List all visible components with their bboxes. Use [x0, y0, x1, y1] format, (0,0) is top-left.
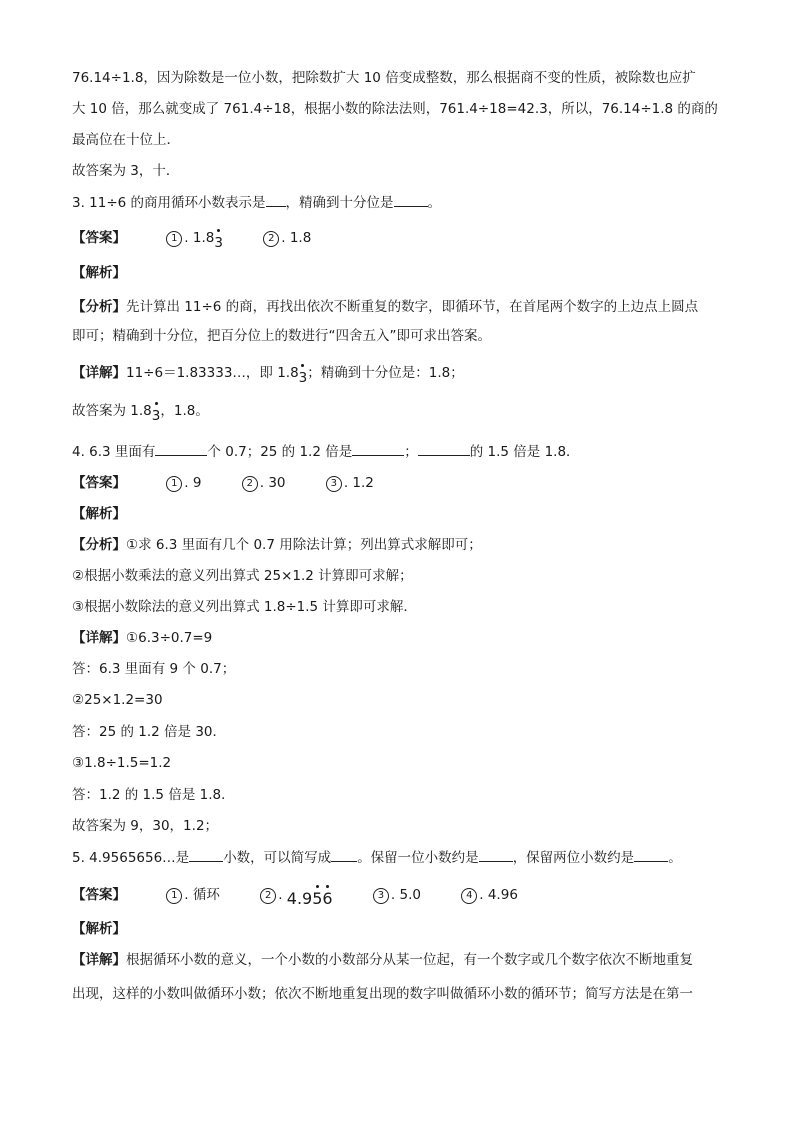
- detail-text: 11÷6＝1.83333…，即 1.8: [126, 365, 299, 381]
- question-text: 3. 11÷6 的商用循环小数表示是: [72, 195, 266, 211]
- detail-line: [72, 951, 693, 969]
- text-line: 76.14÷1.8，因为除数是一位小数，把除数扩大 10 倍变成整数，那么根据商不变的性质，被除数也应扩: [72, 70, 696, 86]
- repeating-digit: 3: [214, 234, 223, 252]
- question-text: 5. 4.9565656…是: [72, 850, 190, 866]
- detail-tag: 【详解】: [72, 365, 126, 381]
- analysis-line: ②根据小数乘法的意义列出算式 25×1.2 计算即可求解；: [72, 568, 413, 584]
- answer-value: . 30: [259, 475, 286, 491]
- analysis-heading: 【解析】: [72, 265, 126, 281]
- detail-line: ②25×1.2=30: [72, 692, 163, 708]
- question-text: ；: [404, 444, 418, 460]
- analysis-line: 即可；精确到十分位，把百分位上的数进行“四舍五入”即可求出答案。: [72, 328, 491, 344]
- circled-number: 2: [260, 888, 276, 904]
- answer-blank: [479, 848, 513, 862]
- repeating-digit: 6: [322, 890, 332, 908]
- circled-number: 1: [166, 888, 182, 904]
- repeat-dot-icon: [217, 229, 220, 232]
- repeating-digit: 3: [299, 369, 308, 387]
- answer-row: [72, 885, 518, 908]
- circled-number: 2: [263, 231, 279, 247]
- answer-option: [242, 475, 286, 491]
- answer-option: [461, 887, 518, 903]
- answer-option: [326, 475, 374, 491]
- text-line: 最高位在十位上．: [72, 132, 180, 148]
- circled-number: 4: [461, 888, 477, 904]
- detail-tag: 【详解】: [72, 952, 126, 968]
- answer-blank: [352, 442, 404, 456]
- repeat-dot-icon: [316, 885, 319, 888]
- question-text: ，精确到十分位是: [285, 195, 394, 211]
- repeat-dot-icon: [326, 885, 329, 888]
- circled-number: 1: [166, 231, 182, 247]
- circled-number: 1: [166, 476, 182, 492]
- detail-text: 根据循环小数的意义，一个小数的小数部分从某一位起，有一个数字或几个数字依次不断地重复: [126, 952, 693, 968]
- detail-line: 答：1.2 的 1.5 倍是 1.8．: [72, 787, 235, 803]
- question-text: 的 1.5 倍是 1.8．: [469, 444, 580, 460]
- answer-row: [72, 474, 374, 492]
- question-text: 。: [427, 195, 442, 211]
- answer-tag: 【答案】: [72, 475, 126, 491]
- final-text: ，1.8。: [160, 403, 209, 419]
- detail-text: ；精确到十分位是：1.8；: [307, 365, 464, 381]
- answer-blank: [418, 442, 470, 456]
- answer-blank: [155, 442, 207, 456]
- repeat-dot-icon: [155, 402, 158, 405]
- repeating-digit: 5: [312, 890, 322, 908]
- final-text: 故答案为 1.8: [72, 403, 152, 419]
- answer-value: . 1.2: [343, 475, 374, 491]
- answer-value: . 1.8: [281, 230, 312, 246]
- question-4: [72, 442, 580, 461]
- analysis-heading: 【解析】: [72, 921, 126, 937]
- question-text: ，保留两位小数约是: [512, 850, 635, 866]
- answer-option: [263, 230, 311, 246]
- analysis-text: ①求 6.3 里面有几个 0.7 用除法计算；列出算式求解即可；: [126, 537, 482, 553]
- question-text: 。保留一位小数约是: [357, 850, 479, 866]
- answer-value: . 1.8: [184, 230, 215, 246]
- circled-number: 3: [373, 888, 389, 904]
- final-answer-line: [72, 402, 209, 424]
- answer-option: [373, 887, 421, 903]
- answer-blank: [634, 848, 668, 862]
- detail-line: [72, 629, 212, 647]
- answer-tag: 【答案】: [72, 230, 126, 246]
- detail-tag: 【详解】: [72, 630, 126, 646]
- detail-line: ③1.8÷1.5=1.2: [72, 755, 172, 771]
- text-line: 大 10 倍，那么就变成了 761.4÷18，根据小数的除法法则，761.4÷18=42.3，所以，76.14÷1.8 的商的: [72, 101, 718, 117]
- repeating-decimal: 4.9 5 6: [287, 889, 333, 908]
- repeating-digit: 3: [152, 407, 161, 425]
- analysis-text: 先计算出 11÷6 的商，再找出依次不断重复的数字，即循环节，在首尾两个数字的上边点上圆点: [126, 299, 699, 315]
- question-text: 小数，可以简写成: [223, 850, 332, 866]
- analysis-tag: 【分析】: [72, 537, 126, 553]
- detail-line: [72, 364, 464, 386]
- answer-value: . 循环: [184, 887, 220, 903]
- detail-line: 出现，这样的小数叫做循环小数；依次不断地重复出现的数字叫做循环小数的循环节；简写方法是在第一: [72, 986, 693, 1002]
- answer-option: [166, 887, 220, 903]
- analysis-line: [72, 536, 482, 554]
- detail-line: 答：6.3 里面有 9 个 0.7；: [72, 661, 236, 677]
- question-text: 个 0.7；25 的 1.2 倍是: [207, 444, 353, 460]
- question-3: [72, 193, 441, 212]
- question-text: 。: [668, 850, 682, 866]
- answer-blank: [331, 848, 357, 862]
- question-text: 4. 6.3 里面有: [72, 444, 156, 460]
- answer-blank: [266, 193, 286, 207]
- repeat-dot-icon: [301, 364, 304, 367]
- answer-value: . 9: [184, 475, 202, 491]
- answer-value: . 5.0: [390, 887, 421, 903]
- text-line: 故答案为 3，十．: [72, 163, 180, 179]
- answer-row: [72, 229, 312, 251]
- analysis-tag: 【分析】: [72, 299, 126, 315]
- detail-line: 答：25 的 1.2 倍是 30．: [72, 724, 226, 740]
- analysis-line: [72, 298, 698, 316]
- circled-number: 3: [326, 476, 342, 492]
- detail-text: ①6.3÷0.7=9: [126, 630, 213, 646]
- analysis-line: ③根据小数除法的意义列出算式 1.8÷1.5 计算即可求解．: [72, 599, 417, 615]
- answer-tag: 【答案】: [72, 887, 126, 903]
- answer-blank: [189, 848, 223, 862]
- answer-option: 2 . 4.9 5 6: [260, 887, 332, 903]
- final-answer-line: 故答案为 9，30，1.2；: [72, 818, 219, 834]
- answer-value: . 4.96: [479, 887, 518, 903]
- answer-option: [166, 475, 201, 491]
- circled-number: 2: [242, 476, 258, 492]
- answer-option: [166, 230, 223, 251]
- answer-blank: [394, 193, 428, 207]
- question-5: [72, 848, 682, 867]
- analysis-heading: 【解析】: [72, 506, 126, 522]
